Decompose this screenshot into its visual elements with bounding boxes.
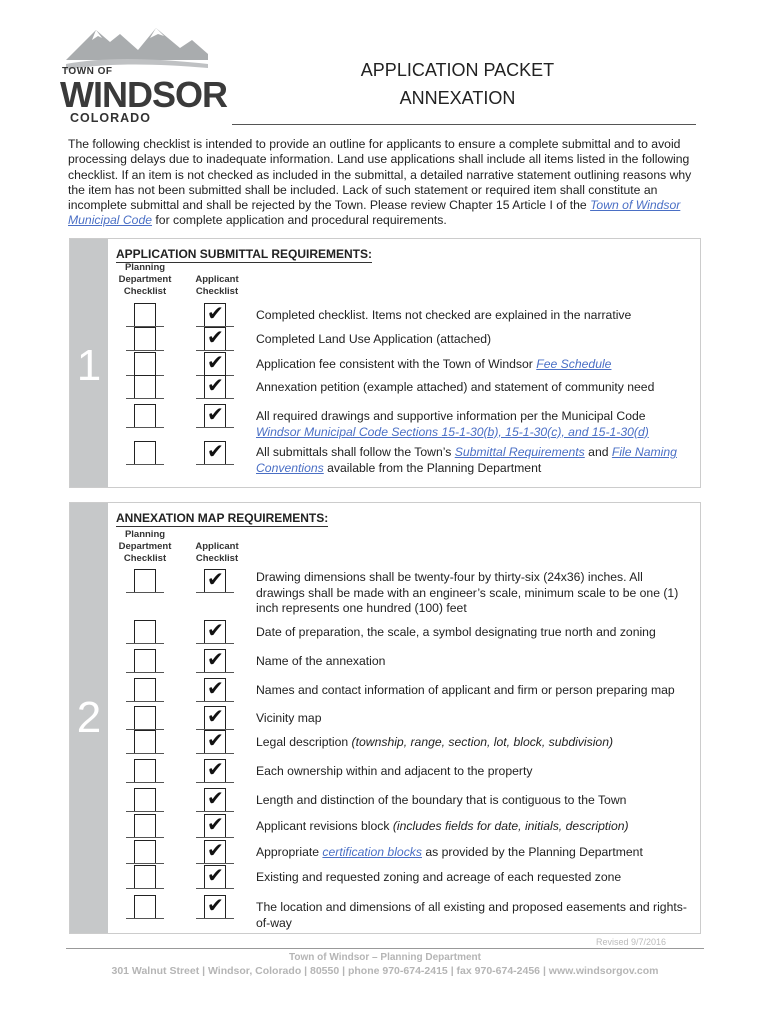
item-text-part: All submittals shall follow the Town’s: [256, 445, 452, 459]
item-text: Drawing dimensions shall be twenty-four by thirty-six (24x36) inches. All drawings shall be made with an engineer’s scale, minimum scale to be one (1) inch represents one hundred (100) feet: [256, 570, 679, 615]
item-text-part: Applicant revisions block: [256, 819, 390, 833]
planning-checkbox[interactable]: [134, 327, 156, 351]
checklist-row: [70, 567, 700, 615]
title-divider: [232, 124, 696, 125]
logo-town-of: TOWN OF: [62, 66, 113, 77]
checklist-row: [70, 439, 700, 475]
applicant-checkbox[interactable]: [204, 620, 226, 644]
planning-checkbox[interactable]: [134, 441, 156, 465]
planning-checkbox[interactable]: [134, 730, 156, 754]
check-icon: ✔: [207, 325, 224, 349]
applicant-checkbox[interactable]: [204, 569, 226, 593]
item-text-part: Application fee consistent with the Town of Windsor: [256, 357, 533, 371]
check-icon: ✔: [207, 301, 224, 325]
intro-text-after: for complete application and procedural requirements.: [155, 213, 447, 228]
revision-date: Revised 9/7/2016: [596, 937, 667, 947]
application-submittal-section: [69, 238, 701, 488]
check-icon: ✔: [207, 812, 224, 836]
item-text: Completed Land Use Application (attached): [256, 332, 492, 346]
planning-checklist-header: Planning Department Checklist: [118, 529, 172, 564]
footer-contact: 301 Walnut Street | Windsor, Colorado | 80550 | phone 970-674-2415 | fax 970-674-2456 | www.windsorgov.com: [111, 965, 659, 977]
item-text: [256, 409, 688, 440]
section-title: ANNEXATION MAP REQUIREMENTS:: [116, 511, 329, 525]
planning-checkbox[interactable]: [134, 865, 156, 889]
planning-checkbox[interactable]: [134, 649, 156, 673]
check-icon: ✔: [207, 728, 224, 752]
item-text-part: All required drawings and supportive information per the Municipal Code: [256, 409, 646, 423]
item-text: Existing and requested zoning and acreage of each requested zone: [256, 870, 622, 884]
check-icon: ✔: [207, 350, 224, 374]
item-text-italic: (township, range, section, lot, block, subdivision): [351, 735, 614, 749]
item-text-part: available from the Planning Department: [327, 460, 542, 475]
check-icon: ✔: [207, 373, 224, 397]
check-icon: ✔: [207, 893, 224, 917]
check-icon: ✔: [207, 402, 224, 426]
applicant-checkbox[interactable]: [204, 814, 226, 838]
planning-checkbox[interactable]: [134, 404, 156, 428]
item-text-part: Legal description: [256, 735, 349, 749]
item-text: [256, 845, 688, 861]
applicant-checkbox[interactable]: [204, 730, 226, 754]
applicant-checkbox[interactable]: [204, 404, 226, 428]
logo-colorado: COLORADO: [70, 111, 151, 125]
check-icon: ✔: [207, 618, 224, 642]
item-text: Each ownership within and adjacent to the property: [256, 764, 533, 778]
town-logo: [58, 24, 227, 125]
planning-checkbox[interactable]: [134, 303, 156, 327]
check-icon: ✔: [207, 786, 224, 810]
check-icon: ✔: [207, 567, 224, 591]
planning-checkbox[interactable]: [134, 620, 156, 644]
check-icon: ✔: [207, 863, 224, 887]
applicant-checklist-header: Applicant Checklist: [195, 541, 239, 564]
item-text-part: and: [588, 445, 609, 459]
item-text: [256, 445, 688, 476]
check-icon: ✔: [207, 757, 224, 781]
applicant-checkbox[interactable]: [204, 649, 226, 673]
section-number: 1: [76, 341, 102, 390]
checklist-row: [70, 893, 700, 930]
checklist-row: [70, 402, 700, 439]
applicant-checklist-header: Applicant Checklist: [195, 274, 239, 297]
applicant-checkbox[interactable]: [204, 375, 226, 399]
applicant-checkbox[interactable]: [204, 327, 226, 351]
planning-checkbox[interactable]: [134, 814, 156, 838]
item-text-part: as provided by the Planning Department: [425, 845, 643, 859]
item-text: Annexation petition (example attached) and statement of community need: [256, 380, 655, 394]
check-icon: ✔: [207, 704, 224, 728]
item-text: [256, 357, 688, 373]
logo-windsor: WINDSOR: [60, 74, 227, 115]
applicant-checkbox[interactable]: [204, 441, 226, 465]
certification-blocks-link[interactable]: certification blocks: [322, 845, 422, 859]
footer-divider: [66, 948, 704, 949]
item-text: Completed checklist. Items not checked are explained in the narrative: [256, 308, 632, 322]
applicant-checkbox[interactable]: [204, 788, 226, 812]
checklist-row: [70, 730, 700, 760]
planning-checkbox[interactable]: [134, 569, 156, 593]
planning-checkbox[interactable]: [134, 352, 156, 376]
section-number: 2: [76, 693, 102, 742]
check-icon: ✔: [207, 439, 224, 463]
check-icon: ✔: [207, 647, 224, 671]
applicant-checkbox[interactable]: [204, 865, 226, 889]
planning-checklist-header: Planning Department Checklist: [118, 262, 172, 297]
document-title: APPLICATION PACKET: [360, 60, 555, 80]
municipal-code-link[interactable]: Town of Windsor Municipal Code: [68, 198, 681, 228]
intro-text: The following checklist is intended to provide an outline for applicants to ensure a complete submittal and to avoid processing delays due to inadequate information. Land use applications shall include all items listed in the following checklist. If an item is not checked as included in the submittal, a detailed narrative statement outlining reasons why the item has not been submitted shall be included. Lack of such statement or required item shall constitute an incomplete submittal and shall be rejected by the Town. Please review Chapter 15 Article I of the: [68, 137, 692, 213]
planning-checkbox[interactable]: [134, 375, 156, 399]
applicant-checkbox[interactable]: [204, 303, 226, 327]
item-text: Name of the annexation: [256, 654, 386, 668]
checklist-row: [70, 865, 700, 895]
planning-checkbox[interactable]: [134, 706, 156, 730]
footer-department: Town of Windsor – Planning Department: [289, 952, 481, 963]
item-text: Names and contact information of applicant and firm or person preparing map: [256, 683, 675, 697]
checklist-row: [70, 649, 700, 679]
checklist-row: [70, 759, 700, 789]
planning-checkbox[interactable]: [134, 678, 156, 702]
item-text: Date of preparation, the scale, a symbol designating true north and zoning: [256, 625, 656, 639]
planning-checkbox[interactable]: [134, 895, 156, 919]
section-title: APPLICATION SUBMITTAL REQUIREMENTS:: [116, 247, 372, 261]
item-text-part: Appropriate: [256, 845, 320, 859]
applicant-checkbox[interactable]: [204, 678, 226, 702]
planning-checkbox[interactable]: [134, 840, 156, 864]
annexation-map-section: [69, 502, 701, 934]
checklist-row: [70, 620, 700, 650]
item-text: Vicinity map: [256, 711, 322, 725]
item-text: Length and distinction of the boundary that is contiguous to the Town: [256, 793, 627, 807]
checklist-row: [70, 678, 700, 708]
item-text: [256, 819, 688, 835]
planning-checkbox[interactable]: [134, 788, 156, 812]
check-icon: ✔: [207, 676, 224, 700]
intro-paragraph: [68, 137, 708, 229]
file-naming-link[interactable]: File Naming Conventions: [256, 445, 677, 475]
applicant-checkbox[interactable]: [204, 840, 226, 864]
submittal-requirements-link[interactable]: Submittal Requirements: [454, 445, 585, 459]
applicant-checkbox[interactable]: [204, 895, 226, 919]
document-subtitle: ANNEXATION: [399, 88, 516, 108]
item-text-italic: (includes fields for date, initials, description): [392, 819, 629, 833]
planning-checkbox[interactable]: [134, 759, 156, 783]
checklist-row: [70, 375, 700, 405]
item-text: [256, 735, 688, 751]
check-icon: ✔: [207, 838, 224, 862]
fee-schedule-link[interactable]: Fee Schedule: [536, 357, 612, 371]
applicant-checkbox[interactable]: [204, 706, 226, 730]
code-sections-link[interactable]: Windsor Municipal Code Sections 15-1-30(b), 15-1-30(c), and 15-1-30(d): [256, 424, 649, 439]
item-text: The location and dimensions of all existing and proposed easements and rights-of-way: [256, 900, 687, 930]
applicant-checkbox[interactable]: [204, 759, 226, 783]
